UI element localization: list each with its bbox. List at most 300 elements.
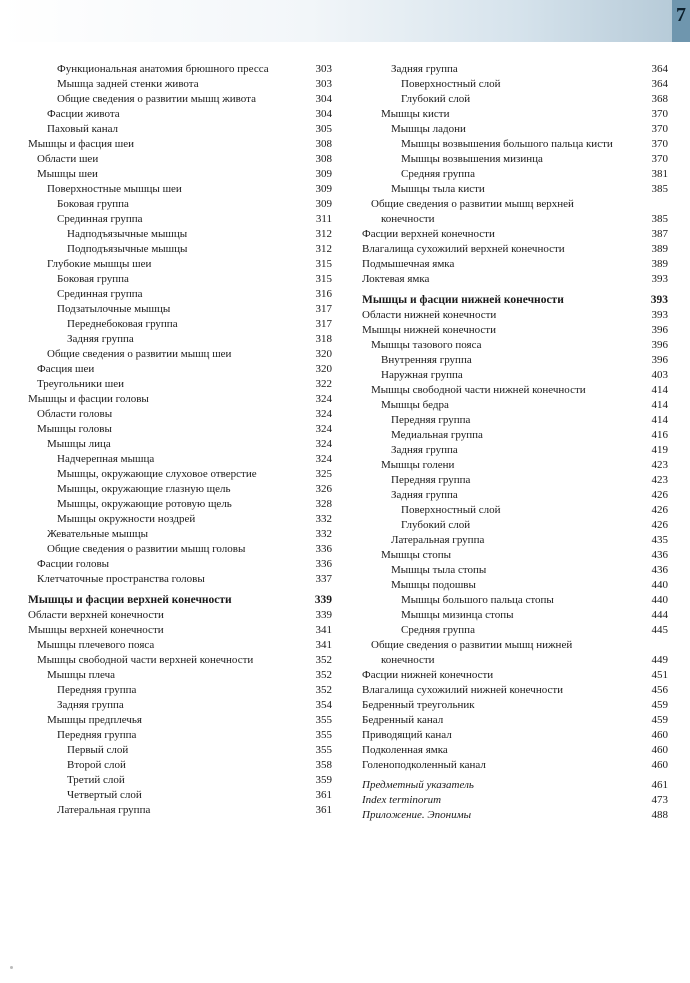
toc-left-column bbox=[28, 62, 332, 818]
toc-entry-page: 355 bbox=[315, 714, 332, 726]
toc-entry-title: Мышцы бедра bbox=[381, 399, 449, 411]
toc-entry-page: 311 bbox=[315, 213, 332, 225]
toc-entry-title: Функциональная анатомия брюшного пресса bbox=[57, 63, 269, 75]
toc-entry-title: Мышцы и фасции головы bbox=[28, 393, 149, 405]
toc-entry-title: Срединная группа bbox=[57, 213, 143, 225]
toc-entry-page: 324 bbox=[315, 408, 332, 420]
toc-entry bbox=[28, 728, 332, 743]
toc-entry-page: 370 bbox=[651, 138, 668, 150]
toc-entry-page: 370 bbox=[651, 153, 668, 165]
toc-entry-page: 414 bbox=[651, 384, 668, 396]
toc-entry bbox=[28, 497, 332, 512]
toc-entry bbox=[28, 803, 332, 818]
toc-entry-page: 315 bbox=[315, 258, 332, 270]
toc-entry-title: Области шеи bbox=[37, 153, 99, 165]
toc-entry bbox=[28, 773, 332, 788]
toc-entry-title: Мышцы большого пальца стопы bbox=[401, 594, 554, 606]
page-header-band bbox=[0, 0, 690, 42]
toc-entry-page: 326 bbox=[315, 483, 332, 495]
toc-entry bbox=[28, 407, 332, 422]
toc-entry-page: 460 bbox=[651, 759, 668, 771]
toc-entry-page: 341 bbox=[315, 624, 332, 636]
toc-entry bbox=[28, 137, 332, 152]
toc-entry bbox=[28, 77, 332, 92]
toc-entry-page: 324 bbox=[315, 453, 332, 465]
toc-entry bbox=[362, 563, 668, 578]
toc-entry-title: Задняя группа bbox=[391, 489, 458, 501]
toc-entry-title: Бедренный канал bbox=[362, 714, 444, 726]
toc-entry bbox=[28, 212, 332, 227]
toc-entry-title: Локтевая ямка bbox=[362, 273, 430, 285]
toc-entry-page: 389 bbox=[651, 258, 668, 270]
toc-entry-title: Задняя группа bbox=[391, 63, 458, 75]
toc-entry-page: 423 bbox=[651, 474, 668, 486]
toc-entry-title: Мышцы плечевого пояса bbox=[37, 639, 155, 651]
toc-entry bbox=[28, 197, 332, 212]
toc-entry-title: Мышцы ладони bbox=[391, 123, 466, 135]
toc-entry-page: 459 bbox=[651, 699, 668, 711]
toc-entry bbox=[362, 808, 668, 823]
toc-entry-title: Передняя группа bbox=[391, 474, 471, 486]
toc-entry bbox=[28, 542, 332, 557]
toc-entry bbox=[362, 197, 668, 212]
toc-entry bbox=[28, 527, 332, 542]
toc-entry bbox=[362, 698, 668, 713]
toc-entry-title: Срединная группа bbox=[57, 288, 143, 300]
toc-entry-page: 440 bbox=[651, 579, 668, 591]
toc-entry-page: 336 bbox=[315, 558, 332, 570]
toc-entry-title: Глубокие мышцы шеи bbox=[47, 258, 152, 270]
toc-entry bbox=[362, 413, 668, 428]
toc-entry bbox=[28, 743, 332, 758]
toc-entry-title: Поверхностный слой bbox=[401, 78, 501, 90]
toc-entry-title: Поверхностный слой bbox=[401, 504, 501, 516]
toc-entry-page: 436 bbox=[651, 549, 668, 561]
toc-entry-page: 352 bbox=[315, 684, 332, 696]
toc-entry-page: 419 bbox=[651, 444, 668, 456]
toc-entry bbox=[362, 152, 668, 167]
toc-entry bbox=[362, 608, 668, 623]
toc-entry-title: Глубокий слой bbox=[401, 519, 471, 531]
toc-entry-page: 488 bbox=[651, 809, 668, 821]
toc-entry bbox=[362, 368, 668, 383]
toc-entry bbox=[362, 473, 668, 488]
toc-entry-page: 339 bbox=[314, 594, 332, 606]
toc-entry bbox=[28, 512, 332, 527]
toc-entry bbox=[362, 623, 668, 638]
toc-entry bbox=[28, 758, 332, 773]
toc-right-column bbox=[362, 62, 668, 823]
toc-entry bbox=[362, 713, 668, 728]
toc-entry-title: Мышцы шеи bbox=[37, 168, 98, 180]
toc-entry-page: 440 bbox=[651, 594, 668, 606]
toc-entry bbox=[362, 728, 668, 743]
toc-entry bbox=[28, 257, 332, 272]
toc-entry bbox=[28, 422, 332, 437]
toc-entry-title: Боковая группа bbox=[57, 198, 129, 210]
toc-entry bbox=[362, 458, 668, 473]
toc-entry-page: 393 bbox=[651, 273, 668, 285]
toc-entry bbox=[362, 683, 668, 698]
toc-entry-title: Наружная группа bbox=[381, 369, 463, 381]
toc-entry-page: 355 bbox=[315, 729, 332, 741]
toc-entry-page: 355 bbox=[315, 744, 332, 756]
toc-entry-title: Общие сведения о развитии мышц живота bbox=[57, 93, 256, 105]
toc-entry-page: 315 bbox=[315, 273, 332, 285]
toc-entry-title: Мышцы подошвы bbox=[391, 579, 476, 591]
toc-entry bbox=[28, 638, 332, 653]
toc-entry-page: 304 bbox=[315, 93, 332, 105]
toc-entry-title: Подмышечная ямка bbox=[362, 258, 455, 270]
toc-entry-title: Мышцы и фасция шеи bbox=[28, 138, 135, 150]
toc-entry-title: Третий слой bbox=[67, 774, 125, 786]
toc-entry-page: 414 bbox=[651, 414, 668, 426]
toc-entry-page: 385 bbox=[651, 183, 668, 195]
toc-entry bbox=[362, 503, 668, 518]
toc-entry-title: Мышцы окружности ноздрей bbox=[57, 513, 196, 525]
toc-entry bbox=[28, 62, 332, 77]
toc-entry-title: Мышцы тыла кисти bbox=[391, 183, 485, 195]
toc-entry-page: 444 bbox=[651, 609, 668, 621]
toc-entry-title: Мышцы тазового пояса bbox=[371, 339, 482, 351]
toc-entry-title: Мышцы плеча bbox=[47, 669, 116, 681]
toc-entry-title: Задняя группа bbox=[57, 699, 124, 711]
toc-entry-page: 304 bbox=[315, 108, 332, 120]
toc-entry-title: Общие сведения о развитии мышц верхней bbox=[371, 198, 574, 210]
toc-entry bbox=[28, 347, 332, 362]
toc-entry-page: 336 bbox=[315, 543, 332, 555]
toc-entry-title: Медиальная группа bbox=[391, 429, 483, 441]
toc-entry bbox=[362, 272, 668, 287]
toc-entry bbox=[28, 362, 332, 377]
toc-entry-title: Мышцы возвышения большого пальца кисти bbox=[401, 138, 613, 150]
toc-entry bbox=[362, 488, 668, 503]
toc-entry-page: 359 bbox=[315, 774, 332, 786]
toc-entry-title: Подколенная ямка bbox=[362, 744, 448, 756]
toc-entry-page: 370 bbox=[651, 108, 668, 120]
toc-entry bbox=[28, 92, 332, 107]
toc-entry bbox=[28, 698, 332, 713]
toc-entry-page: 426 bbox=[651, 519, 668, 531]
toc-entry-title: Мышцы головы bbox=[37, 423, 112, 435]
toc-entry-title: Мышцы, окружающие глазную щель bbox=[57, 483, 231, 495]
toc-entry-title: Внутренняя группа bbox=[381, 354, 472, 366]
toc-entry-page: 309 bbox=[315, 168, 332, 180]
toc-entry-page: 370 bbox=[651, 123, 668, 135]
toc-entry-title: Жевательные мышцы bbox=[47, 528, 149, 540]
toc-entry bbox=[28, 287, 332, 302]
toc-entry bbox=[28, 302, 332, 317]
toc-entry-page: 460 bbox=[651, 744, 668, 756]
toc-entry-page: 387 bbox=[651, 228, 668, 240]
toc-entry-page: 305 bbox=[315, 123, 332, 135]
toc-entry-title: Клетчаточные пространства головы bbox=[37, 573, 205, 585]
toc-entry-page: 389 bbox=[651, 243, 668, 255]
toc-entry bbox=[362, 443, 668, 458]
toc-entry-page: 332 bbox=[315, 528, 332, 540]
toc-entry-page: 318 bbox=[315, 333, 332, 345]
toc-entry-title: Средняя группа bbox=[401, 168, 475, 180]
toc-entry bbox=[28, 713, 332, 728]
toc-entry-page: 396 bbox=[651, 339, 668, 351]
toc-entry-title: Мышцы свободной части нижней конечности bbox=[371, 384, 586, 396]
toc-entry bbox=[28, 557, 332, 572]
toc-entry-page: 308 bbox=[315, 153, 332, 165]
toc-entry-title: Мышцы возвышения мизинца bbox=[401, 153, 543, 165]
toc-entry bbox=[28, 788, 332, 803]
toc-entry-title: конечности bbox=[381, 213, 435, 225]
toc-entry bbox=[28, 107, 332, 122]
toc-entry-page: 423 bbox=[651, 459, 668, 471]
toc-entry-page: 364 bbox=[651, 63, 668, 75]
toc-entry-title: Надподъязычные мышцы bbox=[67, 228, 188, 240]
toc-entry bbox=[28, 272, 332, 287]
toc-entry-title: Мышцы и фасции верхней конечности bbox=[28, 594, 232, 606]
toc-entry-page: 451 bbox=[651, 669, 668, 681]
toc-entry bbox=[362, 593, 668, 608]
toc-entry-page: 414 bbox=[651, 399, 668, 411]
toc-entry bbox=[362, 533, 668, 548]
toc-entry-page: 426 bbox=[651, 504, 668, 516]
toc-entry-title: Index terminorum bbox=[362, 794, 442, 806]
toc-entry-title: Подподъязычные мышцы bbox=[67, 243, 188, 255]
toc-entry-title: Приводящий канал bbox=[362, 729, 452, 741]
toc-entry-title: Мышцы нижней конечности bbox=[362, 324, 496, 336]
toc-entry-page: 309 bbox=[315, 183, 332, 195]
toc-entry-title: Переднебоковая группа bbox=[67, 318, 178, 330]
toc-entry-page: 361 bbox=[315, 789, 332, 801]
toc-entry bbox=[362, 323, 668, 338]
toc-entry-title: Фасции нижней конечности bbox=[362, 669, 494, 681]
toc-entry-page: 456 bbox=[651, 684, 668, 696]
toc-entry-page: 385 bbox=[651, 213, 668, 225]
toc-entry-title: Треугольники шеи bbox=[37, 378, 125, 390]
toc-entry bbox=[362, 653, 668, 668]
toc-entry bbox=[362, 668, 668, 683]
toc-entry-title: Боковая группа bbox=[57, 273, 129, 285]
toc-entry-page: 364 bbox=[651, 78, 668, 90]
toc-entry-title: Мышцы стопы bbox=[381, 549, 451, 561]
toc-entry bbox=[362, 638, 668, 653]
toc-entry bbox=[28, 482, 332, 497]
toc-entry-page: 303 bbox=[315, 78, 332, 90]
toc-entry-title: Передняя группа bbox=[57, 729, 137, 741]
toc-entry bbox=[28, 668, 332, 683]
toc-entry bbox=[362, 257, 668, 272]
toc-entry-page: 416 bbox=[651, 429, 668, 441]
toc-entry-title: Второй слой bbox=[67, 759, 126, 771]
toc-entry-title: Мышцы свободной части верхней конечности bbox=[37, 654, 254, 666]
toc-entry-title: Фасции верхней конечности bbox=[362, 228, 495, 240]
toc-entry-title: Задняя группа bbox=[67, 333, 134, 345]
toc-entry-title: Области нижней конечности bbox=[362, 309, 497, 321]
page-number-tab bbox=[672, 0, 690, 42]
toc-entry-title: Передняя группа bbox=[57, 684, 137, 696]
toc-entry bbox=[28, 332, 332, 347]
toc-entry-page: 320 bbox=[315, 363, 332, 375]
toc-entry bbox=[28, 317, 332, 332]
toc-entry-page: 339 bbox=[315, 609, 332, 621]
toc-entry bbox=[28, 152, 332, 167]
toc-entry-page: 473 bbox=[651, 794, 668, 806]
toc-entry-title: Надчерепная мышца bbox=[57, 453, 155, 465]
toc-entry-page: 459 bbox=[651, 714, 668, 726]
toc-entry-title: Первый слой bbox=[67, 744, 129, 756]
page-number: 7 bbox=[676, 4, 686, 26]
toc-entry-page: 445 bbox=[651, 624, 668, 636]
toc-entry bbox=[362, 242, 668, 257]
toc-entry bbox=[28, 242, 332, 257]
toc-entry-page: 354 bbox=[315, 699, 332, 711]
toc-entry bbox=[362, 167, 668, 182]
toc-entry-title: Фасция шеи bbox=[37, 363, 95, 375]
toc-entry bbox=[362, 293, 668, 308]
toc-entry-page: 325 bbox=[315, 468, 332, 480]
toc-entry-page: 332 bbox=[315, 513, 332, 525]
toc-entry-page: 396 bbox=[651, 324, 668, 336]
toc-entry-page: 320 bbox=[315, 348, 332, 360]
toc-entry-title: Общие сведения о развитии мышц шеи bbox=[47, 348, 232, 360]
toc-entry-title: Мышцы мизинца стопы bbox=[401, 609, 514, 621]
toc-entry-title: Общие сведения о развитии мышц головы bbox=[47, 543, 246, 555]
toc-entry bbox=[362, 793, 668, 808]
toc-entry-title: Влагалища сухожилий нижней конечности bbox=[362, 684, 564, 696]
toc-entry-page: 361 bbox=[315, 804, 332, 816]
toc-entry bbox=[28, 572, 332, 587]
toc-entry bbox=[28, 683, 332, 698]
toc-entry bbox=[28, 377, 332, 392]
toc-entry-page: 403 bbox=[651, 369, 668, 381]
toc-entry bbox=[362, 353, 668, 368]
toc-entry bbox=[28, 167, 332, 182]
toc-entry bbox=[362, 107, 668, 122]
toc-entry-title: Мышцы и фасции нижней конечности bbox=[362, 294, 564, 306]
toc-entry bbox=[28, 437, 332, 452]
toc-entry-title: Мышцы голени bbox=[381, 459, 455, 471]
toc-entry-title: Латеральная группа bbox=[57, 804, 151, 816]
toc-entry-title: Мышцы предплечья bbox=[47, 714, 142, 726]
toc-entry-page: 324 bbox=[315, 438, 332, 450]
toc-entry-page: 352 bbox=[315, 654, 332, 666]
toc-entry bbox=[362, 398, 668, 413]
toc-entry-page: 308 bbox=[315, 138, 332, 150]
toc-entry bbox=[28, 452, 332, 467]
toc-entry-page: 396 bbox=[651, 354, 668, 366]
toc-entry-title: Четвертый слой bbox=[67, 789, 142, 801]
toc-entry bbox=[28, 623, 332, 638]
toc-entry-title: Бедренный треугольник bbox=[362, 699, 475, 711]
toc-entry-page: 436 bbox=[651, 564, 668, 576]
toc-entry-page: 337 bbox=[315, 573, 332, 585]
toc-entry-page: 324 bbox=[315, 393, 332, 405]
toc-entry-page: 317 bbox=[315, 318, 332, 330]
toc-entry bbox=[362, 338, 668, 353]
toc-entry-page: 312 bbox=[315, 243, 332, 255]
toc-entry-page: 358 bbox=[315, 759, 332, 771]
toc-entry-page: 317 bbox=[315, 303, 332, 315]
toc-entry bbox=[362, 578, 668, 593]
toc-entry bbox=[362, 182, 668, 197]
toc-entry-title: Мышцы кисти bbox=[381, 108, 450, 120]
toc-entry bbox=[362, 758, 668, 773]
toc-entry-title: Средняя группа bbox=[401, 624, 475, 636]
toc-entry-title: Глубокий слой bbox=[401, 93, 471, 105]
toc-entry bbox=[28, 182, 332, 197]
toc-entry-title: Мышца задней стенки живота bbox=[57, 78, 199, 90]
toc-entry-title: Общие сведения о развитии мышц нижней bbox=[371, 639, 573, 651]
toc-entry bbox=[362, 518, 668, 533]
toc-entry bbox=[362, 383, 668, 398]
toc-entry-title: Мышцы, окружающие слуховое отверстие bbox=[57, 468, 257, 480]
toc-entry bbox=[28, 608, 332, 623]
toc-entry-page: 322 bbox=[315, 378, 332, 390]
toc-entry bbox=[362, 743, 668, 758]
toc-entry-page: 393 bbox=[651, 309, 668, 321]
toc-entry-title: Мышцы тыла стопы bbox=[391, 564, 487, 576]
toc-entry bbox=[362, 212, 668, 227]
toc-entry-page: 312 bbox=[315, 228, 332, 240]
toc-entry bbox=[28, 122, 332, 137]
toc-entry bbox=[362, 778, 668, 793]
toc-entry-page: 381 bbox=[651, 168, 668, 180]
toc-entry bbox=[362, 62, 668, 77]
toc-entry-title: Голеноподколенный канал bbox=[362, 759, 486, 771]
toc-entry bbox=[362, 137, 668, 152]
toc-entry-title: Мышцы верхней конечности bbox=[28, 624, 164, 636]
toc-entry-title: Задняя группа bbox=[391, 444, 458, 456]
toc-entry bbox=[362, 308, 668, 323]
toc-entry-title: Области головы bbox=[37, 408, 113, 420]
toc-entry-title: Передняя группа bbox=[391, 414, 471, 426]
toc-entry-page: 461 bbox=[651, 779, 668, 791]
toc-entry-title: Подзатылочные мышцы bbox=[57, 303, 171, 315]
toc-entry-page: 324 bbox=[315, 423, 332, 435]
toc-entry-title: Мышцы лица bbox=[47, 438, 111, 450]
toc-entry-title: Латеральная группа bbox=[391, 534, 485, 546]
toc-entry-title: Предметный указатель bbox=[362, 779, 474, 791]
toc-entry bbox=[362, 122, 668, 137]
toc-entry bbox=[28, 392, 332, 407]
toc-entry-page: 435 bbox=[651, 534, 668, 546]
toc-entry bbox=[28, 653, 332, 668]
toc-entry bbox=[28, 227, 332, 242]
toc-entry-title: конечности bbox=[381, 654, 435, 666]
toc-entry-page: 426 bbox=[651, 489, 668, 501]
toc-entry bbox=[362, 92, 668, 107]
toc-entry-title: Мышцы, окружающие ротовую щель bbox=[57, 498, 232, 510]
toc-entry-title: Фасции живота bbox=[47, 108, 120, 120]
toc-entry bbox=[28, 593, 332, 608]
toc-entry-page: 341 bbox=[315, 639, 332, 651]
toc-entry-title: Поверхностные мышцы шеи bbox=[47, 183, 182, 195]
toc-entry bbox=[362, 548, 668, 563]
toc-entry-title: Фасции головы bbox=[37, 558, 110, 570]
toc-entry-title: Влагалища сухожилий верхней конечности bbox=[362, 243, 565, 255]
toc-entry-page: 303 bbox=[315, 63, 332, 75]
toc-entry-page: 316 bbox=[315, 288, 332, 300]
toc-entry-page: 393 bbox=[650, 294, 668, 306]
toc-entry-title: Области верхней конечности bbox=[28, 609, 164, 621]
toc-entry-page: 328 bbox=[315, 498, 332, 510]
toc-entry bbox=[362, 227, 668, 242]
scan-speck bbox=[10, 966, 13, 969]
toc-entry bbox=[28, 467, 332, 482]
toc-entry-title: Паховый канал bbox=[47, 123, 119, 135]
toc-entry-page: 352 bbox=[315, 669, 332, 681]
toc-entry-page: 460 bbox=[651, 729, 668, 741]
toc-entry-page: 368 bbox=[651, 93, 668, 105]
toc-entry-page: 309 bbox=[315, 198, 332, 210]
